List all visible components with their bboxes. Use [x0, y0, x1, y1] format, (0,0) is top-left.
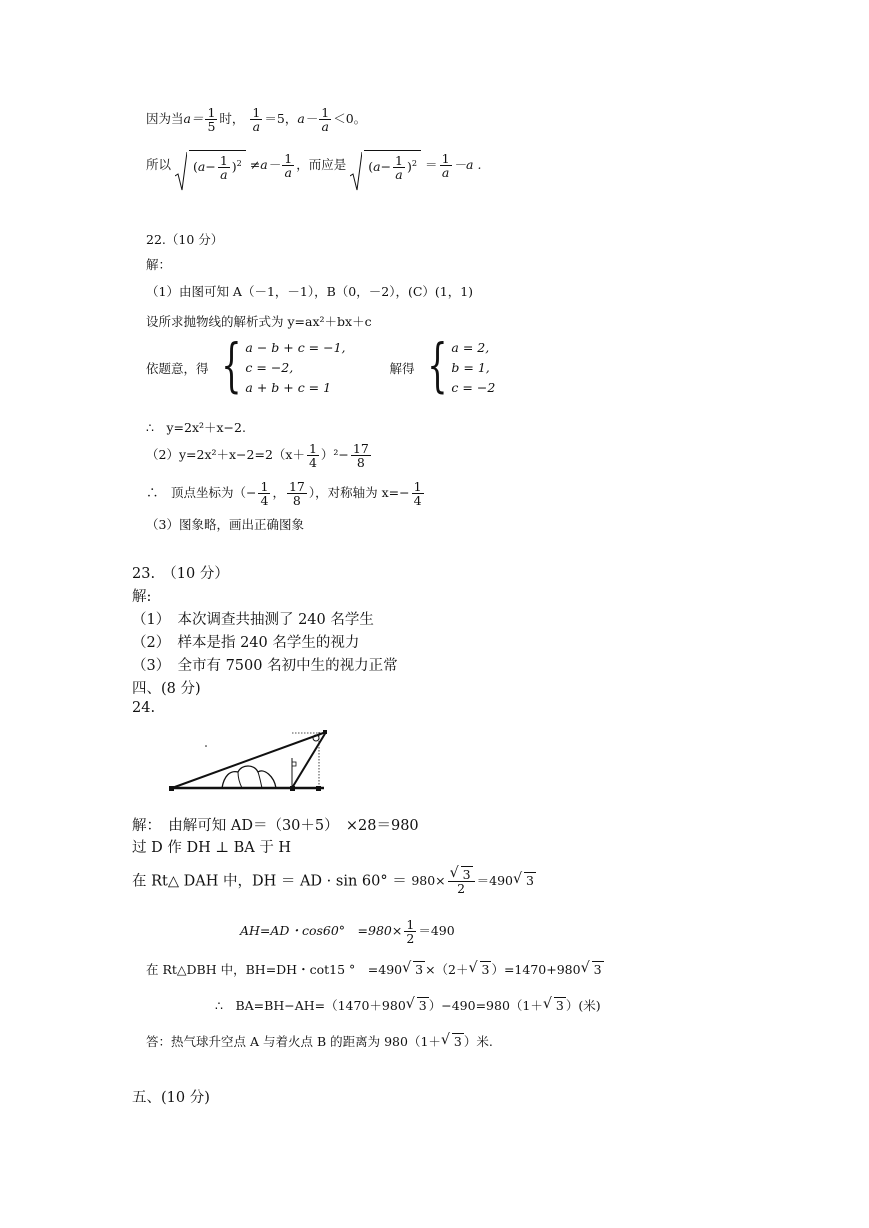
q22-line4: ∴ y=2x²＋x−2. [146, 420, 246, 435]
q23-line2: （2） 样本是指 240 名学生的视力 [132, 635, 360, 651]
q24-line6: ∴ BA=BH−AH=（1470＋980√ 3 ）−490=980（1＋√ 3 ）(米) [215, 996, 601, 1014]
q23-header: 23. （10 分） [132, 566, 229, 582]
q22-line2: 设所求抛物线的解析式为 y=ax²＋bx＋c [146, 314, 372, 329]
reason-line: 因为当a＝ $\frac{1}{5}$ 时， $\frac{1}{a}$ ＝5，a－ $\frac{1}{a}$ ＜0。 [146, 105, 367, 135]
equation-system-1: { a − b + c = −1, c = −2, a + b + c = 1 [220, 331, 346, 399]
q22-line7: （3）图象略，画出正确图象 [146, 517, 304, 532]
q24-line2: 过 D 作 DH ⊥ BA 于 H [132, 840, 292, 856]
section-four-header: 四、(8 分) [132, 681, 201, 697]
q22-line6: ∴ 顶点坐标为（− $\frac{1}{4}$ ， $\frac{17}{8}$ ），对称轴为 x=− $\frac{1}{4}$ [146, 479, 422, 509]
q24-line4: AH=AD・cos60° =980× $\frac{1}{2}$ ＝490 [240, 917, 455, 947]
balloon-triangle-figure [166, 726, 336, 794]
q23-jie: 解: [132, 589, 152, 605]
q23-line1: （1） 本次调查共抽测了 240 名学生 [132, 612, 374, 628]
therefore-line: 所以 (a− $\frac{1}{a}$ )$^2$ ≠a－ $\frac{1}{a}$ ，而应是 (a− $\frac{1}{a}$ )$^2$ ＝ $\frac{1}{a}$ －a . [146, 150, 481, 181]
q22-system: 依题意，得 { a − b + c = −1, c = −2, a + b + c = 1 解得 { a = 2, b = 1, c = −2 [146, 331, 496, 399]
q23-line3: （3） 全市有 7500 名初中生的视力正常 [132, 658, 398, 674]
q22-line5: （2）y=2x²＋x−2=2（x＋ $\frac{1}{4}$ ）²− $\frac{17}{8}$ [146, 441, 369, 471]
q24-line3: 在 Rt△ DAH 中，DH ＝ AD · sin 60° ＝ 980× √ $\frac{3}{2}$ ＝490√ 3 [132, 868, 536, 895]
equation-system-2: { a = 2, b = 1, c = −2 [426, 331, 496, 399]
q22-header: 22.（10 分） [146, 232, 224, 247]
q24-line5: 在 Rt△DBH 中，BH=DH・cot15 ° =490√ 3 ×（2＋√ 3 ）=1470+980√ 3 [146, 960, 604, 978]
q22-line1: （1）由图可知 A（－1，－1），B（0，－2），(C）(1，1) [146, 284, 474, 299]
q24-header: 24. [132, 700, 156, 716]
q24-answer: 答：热气球升空点 A 与着火点 B 的距离为 980（1＋√ 3 ）米. [146, 1032, 493, 1050]
q24-line1: 解： 由解可知 AD＝（30＋5） ×28＝980 [132, 818, 419, 834]
q22-jie: 解： [146, 257, 172, 272]
section-five-header: 五、(10 分) [132, 1090, 210, 1106]
